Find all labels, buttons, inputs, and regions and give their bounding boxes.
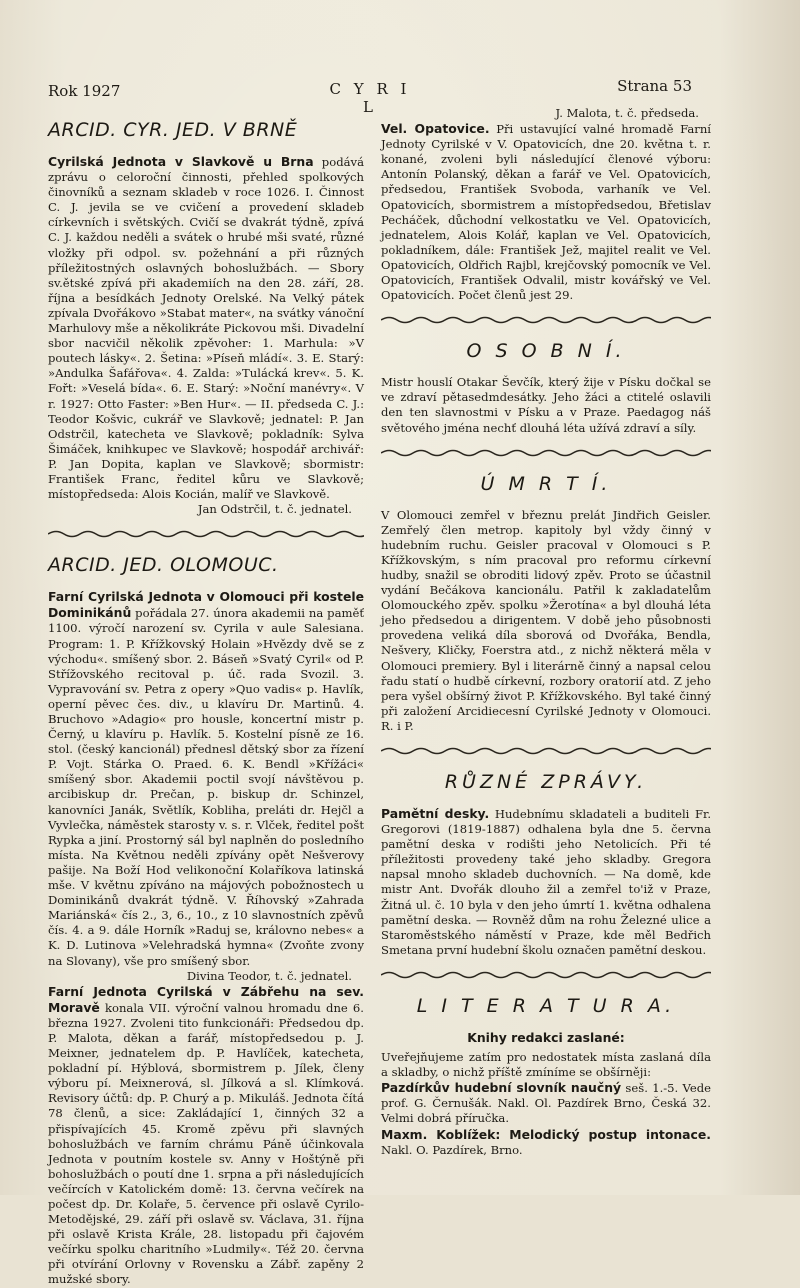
wave-divider xyxy=(48,529,364,539)
right-column xyxy=(381,106,711,1158)
section-title-umrti: Ú M R T Í. xyxy=(480,472,612,495)
article-signature: J. Malota, t. č. předseda. xyxy=(555,106,699,120)
article-signature: Jan Odstrčil, t. č. jednatel. xyxy=(197,502,352,517)
article-lead: Farní Cyrilská Jednota v Olomouci při kostele Dominikánů xyxy=(48,589,364,621)
article-text: Při ustavující valné hromadě Farní Jednoty Cyrilské v V. Opatovicích, dne 20. května t. r. konané, zvoleni byli následující členové výboru: Antonín Polanský, děkan a farář ve Vel. Opatovicích, předsedou, František Svoboda, varhaník ve Vel. Opatovicích, sbormistrem a místopředsedou, Břetislav Pecháček, důchodní velkostatku ve Vel. Opatovicích, jednatelem, Alois Kolář, kaplan ve Vel. Opatovicích, pokladníkem, dále: František Jež, majitel realit ve Vel. Opatovicích, Oldřich Rajbl, krejčovský pomocník ve Vel. Opatovicích, František Odvalil, mistr kovářský ve Vel. Opatovicích. Počet členů jest 29. xyxy=(381,122,711,303)
book-details: seš. 1.-5. Vede prof. G. Černušák. Nakl. Ol. Pazdírek Brno, Česká 32. Velmi dobrá příručka. xyxy=(381,1081,711,1126)
article-olomouc-dominikani xyxy=(48,589,364,983)
wave-divider xyxy=(381,746,711,756)
book-title: Pazdírkův hudební slovník naučný xyxy=(381,1080,622,1096)
section-title-zpravy: RŮZNÉ ZPRÁVY. xyxy=(444,771,648,793)
article-lead: Cyrilská Jednota v Slavkově u Brna xyxy=(48,154,314,169)
article-lead: Vel. Opatovice. xyxy=(381,121,490,137)
article-pametni-desky xyxy=(381,806,711,958)
article-zabreh-continued xyxy=(381,106,711,121)
left-column xyxy=(48,108,364,1288)
section-title-osobni: O S O B N Í. xyxy=(466,340,626,363)
book-details: Nakl. O. Pazdírek, Brno. xyxy=(381,1142,523,1157)
literatura-intro: Uveřejňujeme zatím pro nedostatek místa zaslaná díla a skladby, o nichž příště zmíníme se obšírněji: xyxy=(381,1050,711,1080)
article-text: podává zprávu o celoroční činnosti, přehled spolkových činovníků a seznam skladeb v roce 1026. I. Činnost C. J. jevila se ve cvičení a provedení skladeb církevních i světských. Cvičí se dvakrát týdně, zpívá C. J. každou neděli a svátek o hrubé mši svaté, různé vložky při odpol. sv. požehnání a při různých příležitostných oslavných bohoslužbách. — Sbory sv.ětské zpívá při akademiích na den 28. září, 28. října a besídkách Jednoty Orelské. Na Velký pátek zpívala Dvořákovo »Stabat mater«, na svátky vánoční Marhulovy mše a několikráte Pickovou mši. Divadelní sbor nacvičil několik zpěvoher: 1. Marhula: »V poutech lásky«. 2. Šetina: »Píseň mládí«. 3. E. Starý: »Andulka Šafářova«. 4. Zalda: »Tulácká krev«. 5. K. Fořt: »Veselá bída«. 6. E. Starý: »Noční manévry«. V r. 1927: Otto Faster: »Ben Hur«. — II. předseda C. J.: Teodor Košvic, cukrář ve Slavkově; jednatel: P. Jan Odstrčil, katecheta ve Slavkově; pokladník: Sylva Šimáček, knihkupec ve Slavkově; hospodář archivář: P. Jan Dopita, kaplan ve Slavkově; sbormistr: František Franc, ředitel kůru ve Slavkově; místopředseda: Alois Kocián, malíř ve Slavkově. xyxy=(48,155,364,502)
article-text: pořádala 27. února akademii na paměť 1100. výročí narození sv. Cyrila v aule Salesiana. Program: 1. P. Křížkovský Holain »Hvězdy dvě se z východu«. smíšený sbor. 2. Báseň »Svatý Cyril« od P. Střížovského recitoval p. úč. rada Svozil. 3. Vypravování sv. Petra z opery »Quo vadis« p. Havlík, operní pěvec čes. div., u klavíru Dr. Martinů. 4. Bruchovo »Adagio« pro housle, koncertní mistr p. Černý, u klavíru p. Havlík. 5. Kostelní písně ze 16. stol. (český kancionál) přednesl dětský sbor za řízení P. Vojt. Stárka O. Praed. 6. K. Bendl »Křížáci« smíšený sbor. Akademii poctil svojí návštěvou p. arcibiskup dr. Prečan, p. biskup dr. Schinzel, kanovníci Janák, Světlík, Kobliha, preláti dr. Hejčl a Vyvlečka, náměstek starosty v. s. r. Vlček, ředitel pošt Rypka a jiní. Prostorný sál byl naplněn do posledního místa. Na Květnou neděli zpívány opět Nešverovy pašije. Na Boží Hod velikonoční Kolaříkova latinská mše. V květnu zpíváno na májových pobožnostech u Dominikánů dvakrát týdně. V. Říhovský »Zahrada Mariánská« čís 2., 3, 6., 10., z 10 slavnostních zpěvů čís. 4. a 9. dále Horník »Raduj se, královno nebes« a K. D. Lutinova »Velehradská hymna« (Zvoňte zvony na Slovany), vše pro smíšený sbor. xyxy=(48,606,364,968)
literatura-subtitle: Knihy redakci zaslané: xyxy=(467,1029,625,1045)
article-umrti: V Olomouci zemřel v březnu prelát Jindřich Geisler. Zemřelý člen metrop. kapitoly byl vždy činný v hudebním ruchu. Geisler pracoval v Olomouci s P. Křížkovským, s ním pracoval pro reformu církevní hudby, snažil se obroditi lidový zpěv. Proto se účastnil vydání Bečákova kancionálu. Patřil k zakladatelům Olomouckého zpěv. spolku »Žerotína« a byl dlouhá léta jeho předsedou a dirigentem. V době jeho působnosti provedena veliká díla sborová od Dvořáka, Bendla, Nešvery, Kličky, Foerstra atd., z nichž některá měla v Olomouci premiery. Byl i literárně činný a napsal celou řadu statí o hudbě církevní, rozbory oratorií atd. Z jeho pera vyšel obšírný život P. Křížkovského. Byl také činný při založení Arcidiecesní Cyrilské Jednoty v Olomouci. R. i P. xyxy=(381,507,711,733)
page-number: Strana 53 xyxy=(617,77,692,95)
article-zabreh xyxy=(48,984,364,1288)
book-entry xyxy=(381,1127,711,1158)
section-title-brno: ARCID. CYR. JED. V BRNĚ xyxy=(48,119,298,141)
article-opatovice xyxy=(381,121,711,303)
section-title-olomouc: ARCID. JED. OLOMOUC. xyxy=(48,554,279,577)
wave-divider xyxy=(381,448,711,458)
book-entry xyxy=(381,1080,711,1126)
article-text: Hudebnímu skladateli a buditeli Fr. Gregorovi (1819-1887) odhalena byla dne 5. června pamětní deska v rodišti jeho Netolicích. Při té příležitosti provedeny také jeho skladby. Gregora napsal mnoho skladeb duchovních. — Na domě, kde mistr Ant. Dvořák dlouho žil a zemřel to'iž v Praze, Žitná ul. č. 10 byla v den jeho úmrtí 1. května odhalena pamětní deska. — Rovněž dům na rohu Železné ulice a Staroměstského náměstí v Praze, kde měl Bedřich Smetana první hudební školu označen pamětní deskou. xyxy=(381,807,712,957)
page-year: Rok 1927 xyxy=(48,82,121,100)
article-slavkov xyxy=(48,154,364,517)
article-signature: Divina Teodor, t. č. jednatel. xyxy=(186,968,352,983)
article-lead: Farní Jednota Cyrilská v Zábřehu na sev. Moravě xyxy=(48,983,364,1015)
wave-divider xyxy=(381,315,711,325)
wave-divider xyxy=(381,970,711,980)
article-lead: Pamětní desky. xyxy=(381,806,490,821)
article-text: konala VII. výroční valnou hromadu dne 6. března 1927. Zvoleni tito funkcionáři: Předsedou dp. P. Malota, děkan a farář, místopředsedou p. J. Meixner, jednatelem dp. P. Havlíček, katecheta, pokladní pí. Hýblová, sbormistrem p. Jílek, členy výboru pí. Meixnerová, sl. Jílková a sl. Klímková. Revisory účtů: dp. P. Churý a p. Mikuláš. Jednota čítá 78 členů, a sice: Zakládající 1, činných 32 a přispívajících 45. Kromě zpěvu při slavných bohoslužbách ve farním chrámu Páně účinkovala Jednota v poutním kostele sv. Anny v Hoštýně při bohoslužbách o poutí dne 1. srpna a při následujících večírcích v Katolickém domě: 13. června večírek na počest dp. Dr. Kolaře, 5. července při oslavě Cyrilo-Metodějské, 29. září při oslavě sv. Václava, 31. října při oslavě Krista Krále, 28. listopadu při čajovém večírku spolku charitního »Ludmily«. Též 20. června při otvírání Orlovny v Rovensku a Zábř. zapěny 2 mužské sbory. xyxy=(48,1000,364,1287)
book-title: Maxm. Koblížek: Melodický postup intonace. xyxy=(381,1126,711,1142)
section-title-literatura: L I T E R A T U R A. xyxy=(416,994,676,1017)
article-osobni: Mistr houslí Otakar Ševčík, který žije v Písku dočkal se ve zdraví pětasedmdesátky. Jeho žáci a ctitelé oslavili den ten slavnostmi v Písku a v Praze. Paedagog náš světového jména nechť dlouhá léta užívá zdraví a síly. xyxy=(381,375,711,435)
magazine-title: C Y R I L xyxy=(329,80,411,116)
